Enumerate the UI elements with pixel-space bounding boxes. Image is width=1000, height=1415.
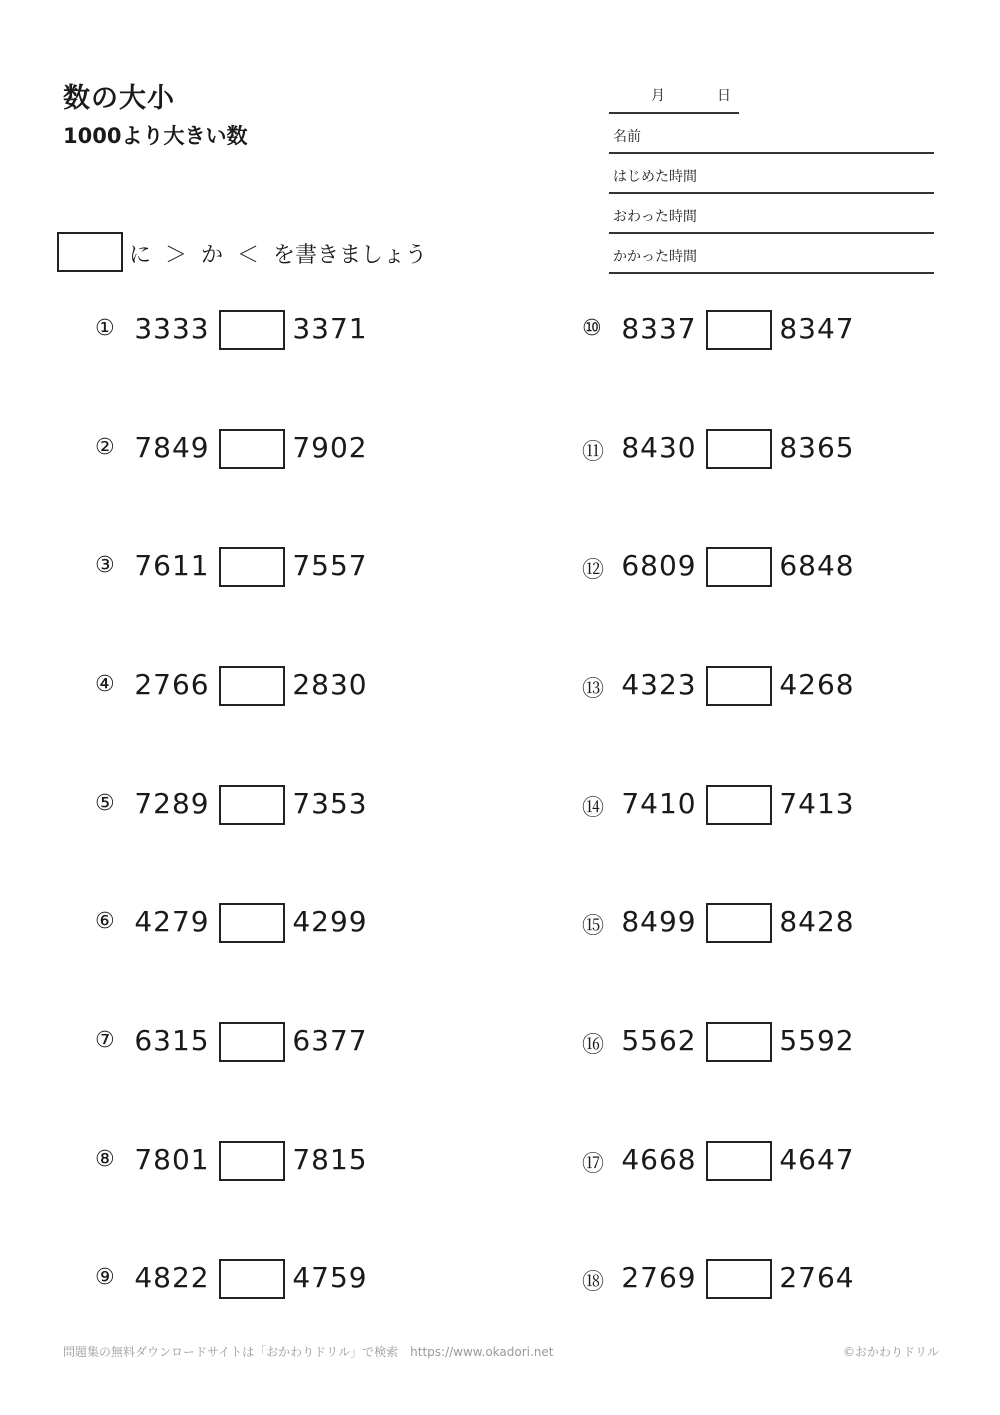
footer-site-note: 問題集の無料ダウンロードサイトは「おかわりドリル」で検索 https://www.okadori.net <box>63 1345 554 1359</box>
problem-number: ⑧ <box>95 1147 115 1172</box>
left-number: 5562 <box>621 1024 697 1057</box>
answer-box[interactable] <box>219 1022 285 1062</box>
right-number: 4647 <box>779 1143 855 1176</box>
left-number: 2769 <box>621 1261 697 1294</box>
instruction <box>57 232 477 272</box>
name-field[interactable] <box>609 114 934 154</box>
right-number: 7815 <box>292 1143 368 1176</box>
right-number: 4759 <box>292 1261 368 1294</box>
problem-number: ⑬ <box>582 677 605 702</box>
left-number: 8499 <box>621 905 697 938</box>
problem-number: ⑭ <box>582 796 605 821</box>
right-number: 3371 <box>292 312 368 345</box>
problem-number: ⑮ <box>582 914 605 939</box>
answer-box[interactable] <box>706 310 772 350</box>
left-number: 4822 <box>134 1261 210 1294</box>
right-number: 6848 <box>779 549 855 582</box>
footer-copyright: ©おかわりドリル <box>843 1345 940 1359</box>
problem-17 <box>582 1141 902 1181</box>
problem-16 <box>582 1022 902 1062</box>
answer-box[interactable] <box>706 1259 772 1299</box>
problem-number: ⑪ <box>582 440 605 465</box>
instruction-text: に ＞ か ＜ を書きましょう <box>129 243 427 268</box>
left-number: 6809 <box>621 549 697 582</box>
right-number: 8365 <box>779 431 855 464</box>
problem-number: ④ <box>95 672 115 697</box>
problem-number: ⑯ <box>582 1033 605 1058</box>
answer-box[interactable] <box>706 903 772 943</box>
answer-box[interactable] <box>219 903 285 943</box>
right-number: 2830 <box>292 668 368 701</box>
end-time-label: おわった時間 <box>613 209 697 225</box>
problem-14 <box>582 785 902 825</box>
problem-number: ⑰ <box>582 1152 605 1177</box>
answer-box[interactable] <box>219 547 285 587</box>
left-number: 4279 <box>134 905 210 938</box>
left-number: 7849 <box>134 431 210 464</box>
right-number: 2764 <box>779 1261 855 1294</box>
right-number: 7353 <box>292 787 368 820</box>
problem-9 <box>95 1259 415 1299</box>
name-label: 名前 <box>613 129 641 145</box>
right-number: 4299 <box>292 905 368 938</box>
answer-box[interactable] <box>219 1141 285 1181</box>
right-number: 5592 <box>779 1024 855 1057</box>
problem-number: ③ <box>95 553 115 578</box>
student-info-box <box>609 80 934 275</box>
problem-15 <box>582 903 902 943</box>
date-field[interactable] <box>609 80 739 114</box>
answer-box[interactable] <box>219 310 285 350</box>
worksheet-subtitle: 1000より大きい数 <box>63 124 248 148</box>
problem-18 <box>582 1259 902 1299</box>
left-number: 7611 <box>134 549 210 582</box>
problem-number: ② <box>95 435 115 460</box>
problem-11 <box>582 429 902 469</box>
problem-number: ⑩ <box>582 316 602 341</box>
problem-number: ⑨ <box>95 1265 115 1290</box>
answer-box[interactable] <box>706 547 772 587</box>
left-number: 4668 <box>621 1143 697 1176</box>
left-number: 4323 <box>621 668 697 701</box>
instruction-sample-box <box>57 232 123 272</box>
month-label: 月 <box>651 88 665 104</box>
elapsed-time-field[interactable] <box>609 234 934 274</box>
right-number: 8347 <box>779 312 855 345</box>
answer-box[interactable] <box>706 1022 772 1062</box>
elapsed-time-label: かかった時間 <box>613 249 697 265</box>
problem-7 <box>95 1022 415 1062</box>
problem-13 <box>582 666 902 706</box>
worksheet-title: 数の大小 <box>63 83 175 114</box>
problem-number: ① <box>95 316 115 341</box>
day-label: 日 <box>717 88 731 104</box>
answer-box[interactable] <box>219 1259 285 1299</box>
answer-box[interactable] <box>219 785 285 825</box>
answer-box[interactable] <box>219 666 285 706</box>
problem-10 <box>582 310 902 350</box>
problem-number: ⑫ <box>582 558 605 583</box>
right-number: 6377 <box>292 1024 368 1057</box>
problem-12 <box>582 547 902 587</box>
left-number: 3333 <box>134 312 210 345</box>
answer-box[interactable] <box>706 1141 772 1181</box>
right-number: 4268 <box>779 668 855 701</box>
answer-box[interactable] <box>706 785 772 825</box>
right-number: 8428 <box>779 905 855 938</box>
problem-8 <box>95 1141 415 1181</box>
left-number: 8337 <box>621 312 697 345</box>
problem-6 <box>95 903 415 943</box>
problem-4 <box>95 666 415 706</box>
right-number: 7557 <box>292 549 368 582</box>
answer-box[interactable] <box>706 666 772 706</box>
left-number: 7289 <box>134 787 210 820</box>
left-number: 7410 <box>621 787 697 820</box>
problem-3 <box>95 547 415 587</box>
right-number: 7902 <box>292 431 368 464</box>
left-number: 7801 <box>134 1143 210 1176</box>
problem-number: ⑥ <box>95 909 115 934</box>
answer-box[interactable] <box>219 429 285 469</box>
problem-5 <box>95 785 415 825</box>
problem-2 <box>95 429 415 469</box>
start-time-field[interactable] <box>609 154 934 194</box>
left-number: 2766 <box>134 668 210 701</box>
answer-box[interactable] <box>706 429 772 469</box>
problem-1 <box>95 310 415 350</box>
problem-number: ⑱ <box>582 1270 605 1295</box>
start-time-label: はじめた時間 <box>613 169 697 185</box>
end-time-field[interactable] <box>609 194 934 234</box>
right-number: 7413 <box>779 787 855 820</box>
problem-number: ⑤ <box>95 791 115 816</box>
left-number: 8430 <box>621 431 697 464</box>
problem-number: ⑦ <box>95 1028 115 1053</box>
left-number: 6315 <box>134 1024 210 1057</box>
